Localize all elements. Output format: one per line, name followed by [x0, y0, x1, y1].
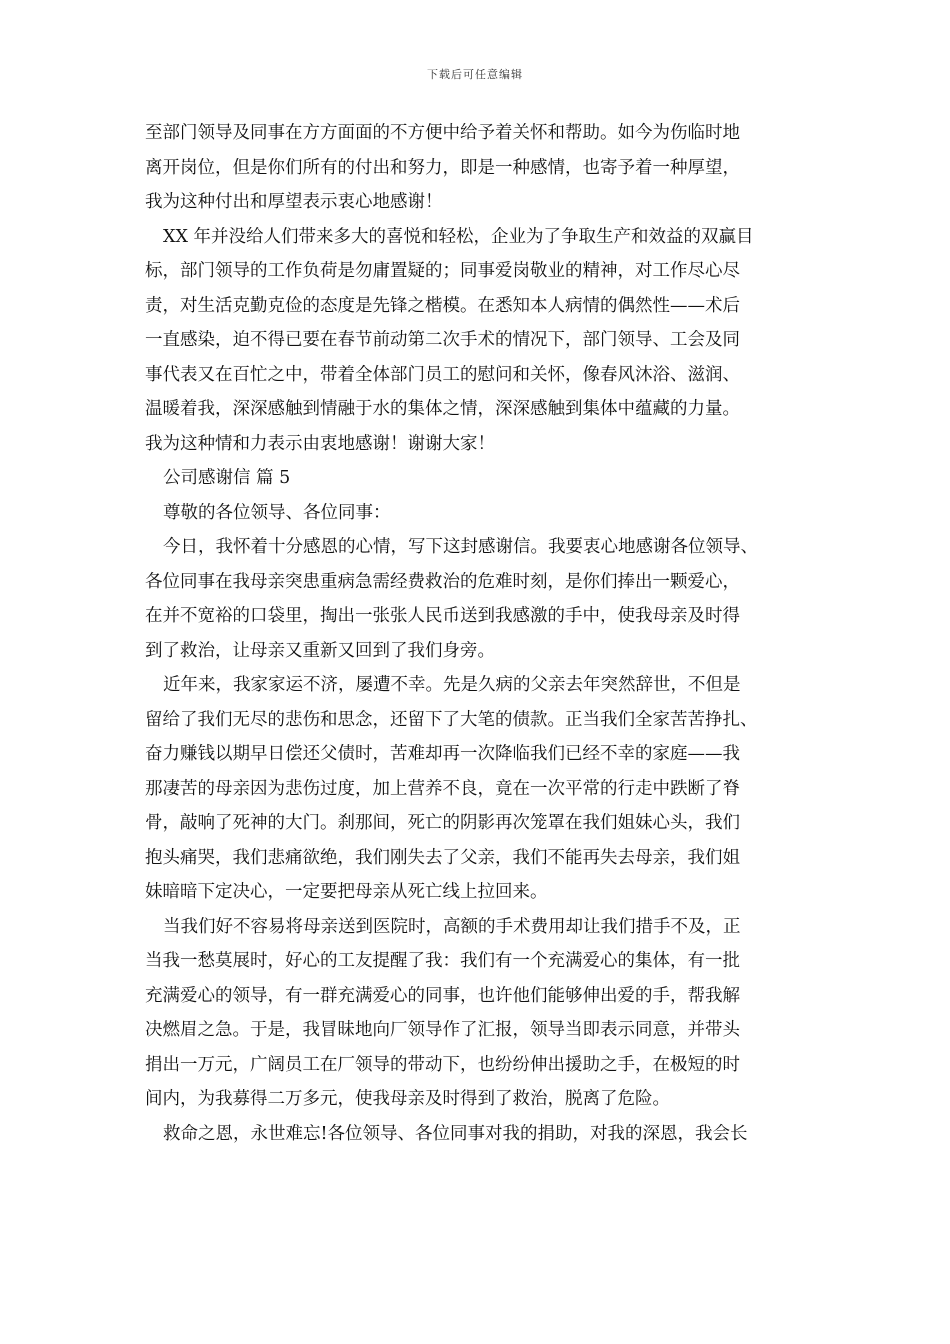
text-line: 一直感染，迫不得已要在春节前动第二次手术的情况下，部门领导、工会及同 — [145, 330, 740, 350]
text-line: 充满爱心的领导，有一群充满爱心的同事，也许他们能够伸出爱的手，帮我解 — [145, 985, 740, 1006]
text-line: 各位同事在我母亲突患重病急需经费救治的危难时刻，是你们捧出一颗爱心， — [145, 571, 740, 592]
text-line: 今日，我怀着十分感恩的心情，写下这封感谢信。我要衷心地感谢各位领导、 — [163, 537, 758, 557]
text-line: 抱头痛哭，我们悲痛欲绝，我们刚失去了父亲，我们不能再失去母亲，我们姐 — [145, 847, 740, 868]
text-line: 标，部门领导的工作负荷是勿庸置疑的；同事爱岗敬业的精神，对工作尽心尽 — [145, 261, 740, 281]
page-header: 下载后可任意编辑 — [427, 68, 523, 81]
text-line: 至部门领导及同事在方方面面的不方便中给予着关怀和帮助。如今为伤临时地 — [145, 123, 740, 143]
text-line: 决燃眉之急。于是，我冒昧地向厂领导作了汇报，领导当即表示同意，并带头 — [145, 1020, 740, 1040]
text-line: 奋力赚钱以期早日偿还父债时，苦难却再一次降临我们已经不幸的家庭——我 — [145, 744, 740, 764]
text-line: 妹暗暗下定决心，一定要把母亲从死亡线上拉回来。 — [145, 882, 548, 902]
text-line: 到了救治，让母亲又重新又回到了我们身旁。 — [145, 640, 495, 661]
text-line: 我为这种付出和厚望表示衷心地感谢！ — [145, 192, 443, 212]
text-line: 救命之恩，永世难忘!各位领导、各位同事对我的捐助，对我的深恩，我会长 — [163, 1123, 748, 1144]
text-line: 温暖着我，深深感触到情融于水的集体之情，深深感触到集体中蕴藏的力量。 — [145, 399, 740, 419]
text-line: 在并不宽裕的口袋里，掏出一张张人民币送到我感激的手中，使我母亲及时得 — [145, 606, 740, 626]
text-line: 事代表又在百忙之中，带着全体部门员工的慰问和关怀，像春风沐浴、滋润、 — [145, 364, 740, 385]
text-line: 离开岗位，但是你们所有的付出和努力，即是一种感情，也寄予着一种厚望， — [145, 157, 740, 178]
text-line: 尊敬的各位领导、各位同事： — [163, 502, 391, 523]
text-line: 公司感谢信 篇 5 — [163, 468, 291, 488]
text-line: 捐出一万元，广阔员工在厂领导的带动下，也纷纷伸出援助之手，在极短的时 — [145, 1054, 740, 1075]
text-line: 责，对生活克勤克俭的态度是先锋之楷模。在悉知本人病情的偶然性——术后 — [145, 295, 740, 316]
text-line: 近年来，我家家运不济，屡遭不幸。先是久病的父亲去年突然辞世，不但是 — [163, 675, 741, 695]
text-line: XX 年并没给人们带来多大的喜悦和轻松，企业为了争取生产和效益的双赢目 — [163, 226, 754, 247]
text-line: 间内，为我募得二万多元，使我母亲及时得到了救治，脱离了危险。 — [145, 1089, 670, 1109]
text-line: 留给了我们无尽的悲伤和思念，还留下了大笔的债款。正当我们全家苦苦挣扎、 — [145, 709, 758, 730]
text-line: 当我们好不容易将母亲送到医院时，高额的手术费用却让我们措手不及，正 — [163, 916, 741, 937]
text-line: 那凄苦的母亲因为悲伤过度，加上营养不良，竟在一次平常的行走中跌断了脊 — [145, 778, 740, 799]
document-body — [145, 116, 817, 1151]
text-line: 当我一愁莫展时，好心的工友提醒了我：我们有一个充满爱心的集体，有一批 — [145, 951, 740, 971]
text-line: 我为这种情和力表示由衷地感谢！谢谢大家！ — [145, 433, 495, 454]
text-line: 骨，敲响了死神的大门。刹那间，死亡的阴影再次笼罩在我们姐妹心头，我们 — [145, 813, 740, 833]
